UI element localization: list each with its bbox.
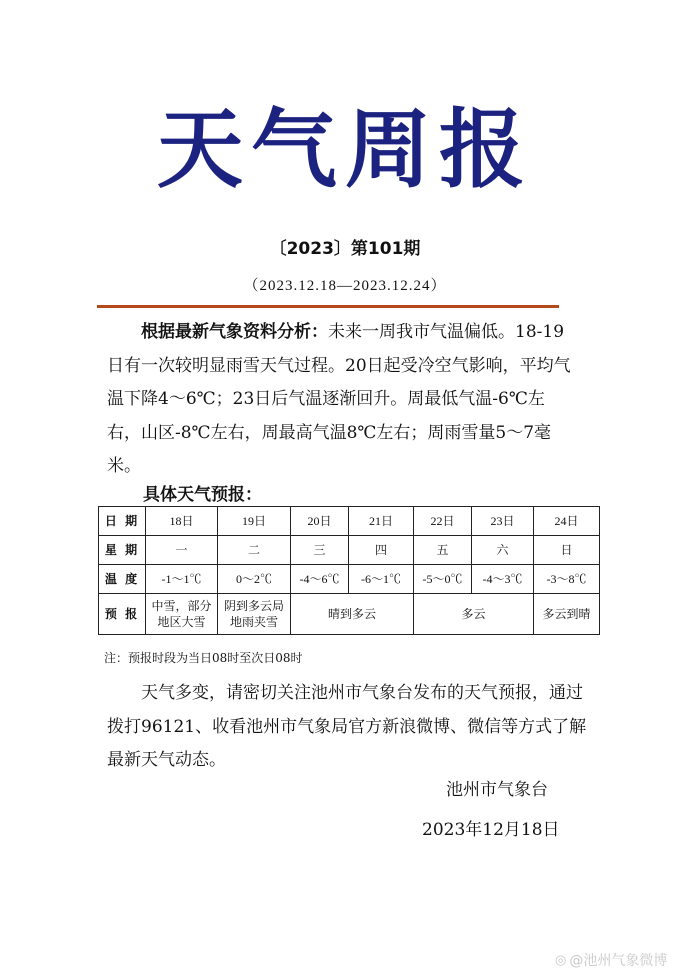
date-cell: 21日 bbox=[349, 507, 414, 536]
row-label-forecast: 预 报 bbox=[99, 594, 146, 635]
header-divider bbox=[97, 305, 559, 308]
temperature-cell: -5～0℃ bbox=[414, 565, 472, 594]
forecast-heading: 具体天气预报： bbox=[143, 485, 262, 505]
date-cell: 22日 bbox=[414, 507, 472, 536]
issue-date: 2023年12月18日 bbox=[422, 820, 560, 840]
closing-paragraph: 天气多变，请密切关注池州市气象台发布的天气预报，通过拨打96121、收看池州市气象局官方新浪微博、微信等方式了解最新天气动态。 bbox=[107, 683, 587, 770]
date-cell: 23日 bbox=[472, 507, 534, 536]
table-row-date bbox=[99, 507, 600, 536]
summary-text: 未来一周我市气温偏低。18-19日有一次较明显雨雪天气过程。20日起受冷空气影响，平均气温下降4～6℃；23日后气温逐渐回升。周最低气温-6℃左右，山区-8℃左右，周最高气温8℃左右；周雨雪量5～7毫米。 bbox=[107, 322, 571, 476]
document-title: 天气周报 bbox=[157, 99, 533, 200]
temperature-cell: -4～3℃ bbox=[472, 565, 534, 594]
forecast-table bbox=[98, 506, 600, 635]
weekday-cell: 四 bbox=[349, 536, 414, 565]
issue-period: （2023.12.18—2023.12.24） bbox=[243, 278, 447, 294]
temperature-cell: -4～6℃ bbox=[291, 565, 349, 594]
weekday-cell: 一 bbox=[146, 536, 218, 565]
summary-lead: 根据最新气象资料分析： bbox=[141, 322, 328, 342]
date-cell: 24日 bbox=[534, 507, 600, 536]
weekday-cell: 六 bbox=[472, 536, 534, 565]
weibo-watermark bbox=[555, 950, 667, 970]
weekday-cell: 五 bbox=[414, 536, 472, 565]
table-row-weekday bbox=[99, 536, 600, 565]
table-row-temperature bbox=[99, 565, 600, 594]
watermark-text: @池州气象微博 bbox=[569, 953, 668, 969]
issue-number: 〔2023〕第101期 bbox=[269, 239, 421, 259]
table-footnote: 注：预报时段为当日08时至次日08时 bbox=[104, 651, 303, 665]
table-row-forecast bbox=[99, 594, 600, 635]
row-label-date: 日 期 bbox=[99, 507, 146, 536]
weekday-cell: 二 bbox=[218, 536, 291, 565]
forecast-cell-18: 中雪，部分地区大雪 bbox=[146, 594, 218, 635]
row-label-weekday: 星 期 bbox=[99, 536, 146, 565]
summary-paragraph bbox=[107, 316, 577, 484]
date-cell: 19日 bbox=[218, 507, 291, 536]
forecast-cell-24: 多云到晴 bbox=[534, 594, 600, 635]
forecast-cell-20-21: 晴到多云 bbox=[291, 594, 414, 635]
temperature-cell: 0～2℃ bbox=[218, 565, 291, 594]
weibo-icon: ◎ bbox=[555, 952, 567, 968]
date-cell: 18日 bbox=[146, 507, 218, 536]
weekday-cell: 日 bbox=[534, 536, 600, 565]
temperature-cell: -3～8℃ bbox=[534, 565, 600, 594]
weekday-cell: 三 bbox=[291, 536, 349, 565]
temperature-cell: -6～1℃ bbox=[349, 565, 414, 594]
forecast-cell-19: 阴到多云局地雨夹雪 bbox=[218, 594, 291, 635]
forecast-cell-22-23: 多云 bbox=[414, 594, 534, 635]
temperature-cell: -1～1℃ bbox=[146, 565, 218, 594]
issuing-organization: 池州市气象台 bbox=[446, 780, 548, 800]
row-label-temperature: 温 度 bbox=[99, 565, 146, 594]
date-cell: 20日 bbox=[291, 507, 349, 536]
